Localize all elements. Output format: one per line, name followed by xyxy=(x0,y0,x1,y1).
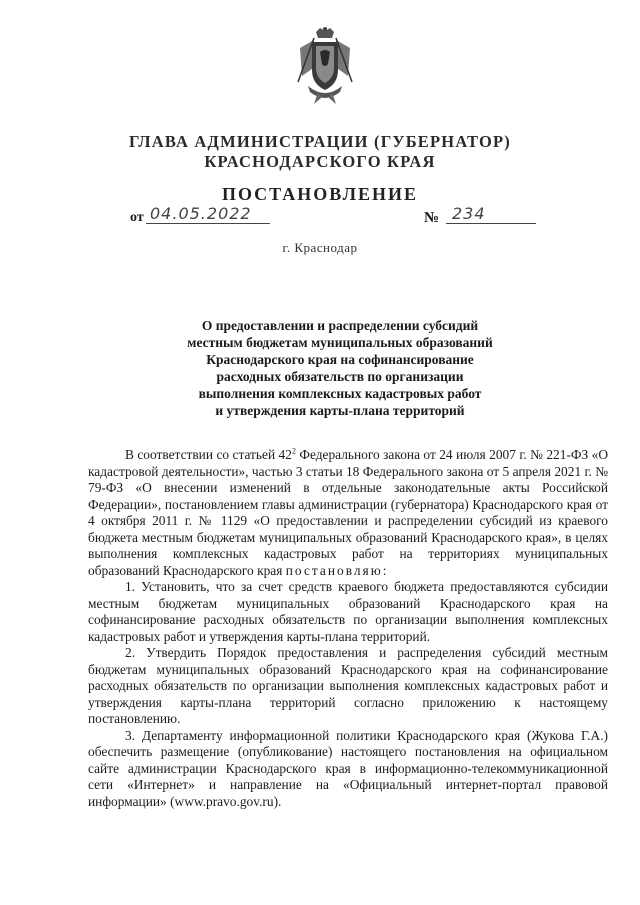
coat-of-arms-krasnodar-icon xyxy=(294,26,356,106)
organization-line-2: КРАСНОДАРСКОГО КРАЯ xyxy=(204,152,436,171)
city: г. Краснодар xyxy=(282,240,358,255)
date-value: 04.05.2022 xyxy=(146,204,270,224)
article-superscript: 2 xyxy=(291,446,296,456)
document-type: ПОСТАНОВЛЕНИЕ xyxy=(221,184,419,204)
title-line: и утверждения карты-плана территорий xyxy=(215,403,465,418)
document-title xyxy=(165,317,515,419)
item-1: 1. Установить, что за счет средств краевого бюджета предоставляются субсидии местным бюджетам муниципальных образований Краснодарского края на софинансирование расходных обязательств по организации выполнения комплексных кадастровых работ и утверждения карты-плана территорий. xyxy=(88,579,608,644)
title-line: О предоставлении и распределении субсидий xyxy=(201,318,479,333)
organization-line-1: ГЛАВА АДМИНИСТРАЦИИ (ГУБЕРНАТОР) xyxy=(129,132,511,151)
item-2: 2. Утвердить Порядок предоставления и распределения субсидий местным бюджетам муниципальных образований Краснодарского края на софинансирование расходных обязательств по организации выполнения комплексных кадастровых работ и утверждения карты-плана территорий согласно приложению к настоящему постановлению. xyxy=(88,645,608,726)
document-body xyxy=(88,447,608,810)
preamble-text-start: В соответствии со статьей 42 xyxy=(125,447,292,462)
preamble-paragraph xyxy=(88,447,608,579)
title-line: выполнения комплексных кадастровых работ xyxy=(198,386,482,401)
decree-word: постановляю: xyxy=(285,562,389,578)
title-line: Краснодарского края на софинансирование xyxy=(206,352,474,367)
title-line: расходных обязательств по организации xyxy=(216,369,464,384)
title-line: местным бюджетам муниципальных образований xyxy=(187,335,493,350)
number-value: 234 xyxy=(446,204,536,224)
number-label: № xyxy=(424,210,440,226)
preamble-text-rest: Федерального закона от 24 июля 2007 г. № 221-ФЗ «О кадастровой деятельности», частью 3 статьи 18 Федерального закона от 5 апреля 2021 г. № 79-ФЗ «О внесении изменений в отдельные законодательные акты Российской Федерации», постановлением главы администрации (губернатора) Краснодарского края от 4 октября 2011 г. № 1129 «О предоставлении и распределении субсидий из краевого бюджета местным бюджетам муниципальных образований Краснодарского края», в целях выполнения комплексных кадастровых работ на территориях муниципальных образований Краснодарского края xyxy=(88,447,608,578)
item-3: 3. Департаменту информационной политики Краснодарского края (Жукова Г.А.) обеспечить размещение (опубликование) настоящего постановления на официальном сайте администрации Краснодарского края в информационно-телекоммуникационной сети «Интернет» и направление на «Официальный интернет-портал правовой информации» (www.pravo.gov.ru). xyxy=(88,727,608,809)
date-label: от xyxy=(130,210,144,225)
